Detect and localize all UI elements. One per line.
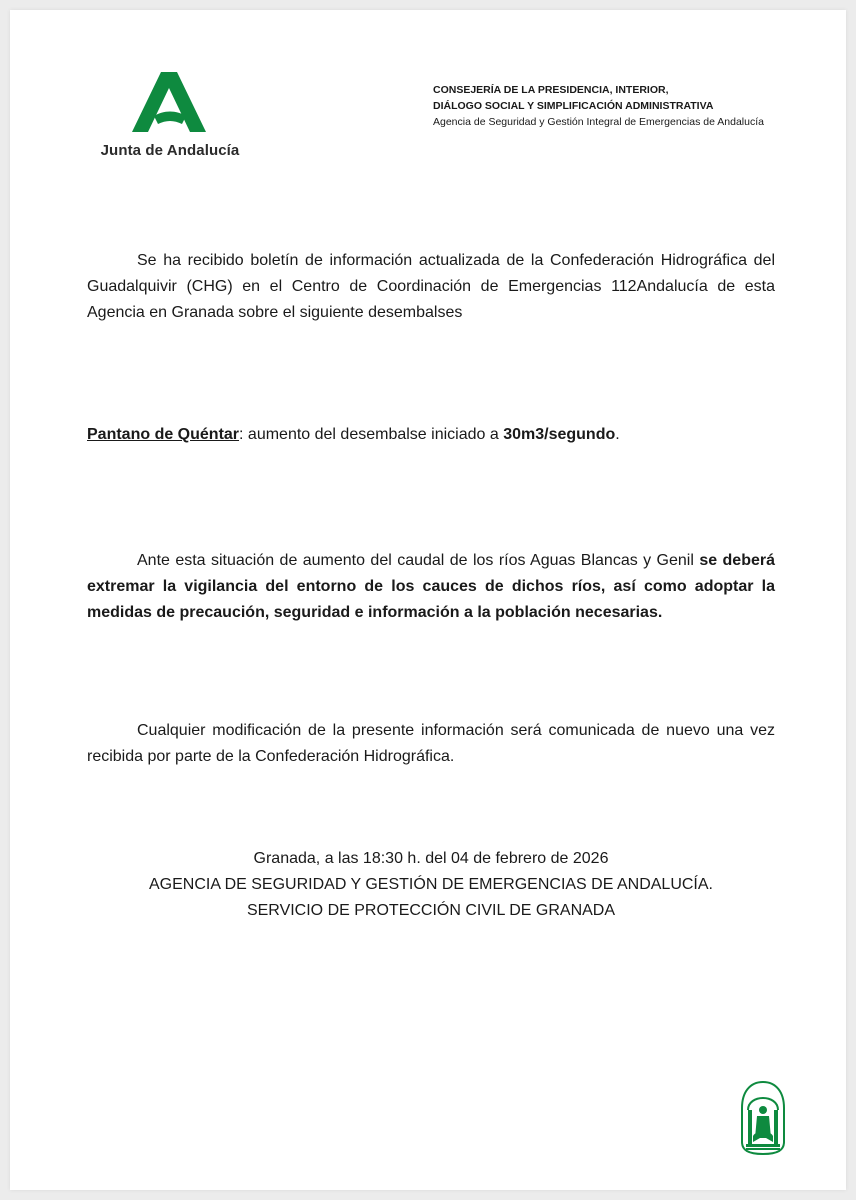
reservoir-text: : aumento del desembalse iniciado a — [239, 426, 504, 443]
signature-agency: AGENCIA DE SEGURIDAD Y GESTIÓN DE EMERGENCIAS DE ANDALUCÍA. — [149, 876, 713, 893]
department-line-1: CONSEJERÍA DE LA PRESIDENCIA, INTERIOR, — [433, 84, 669, 96]
signature-service: SERVICIO DE PROTECCIÓN CIVIL DE GRANADA — [246, 902, 616, 919]
junta-andalucia-logo — [90, 72, 250, 172]
department-header — [433, 82, 833, 130]
situation-paragraph — [87, 548, 775, 626]
andalucia-coat-of-arms-icon — [738, 1080, 788, 1156]
situation-text: Ante esta situación de aumento del caudal de los ríos Aguas Blancas y Genil — [137, 552, 700, 569]
intro-text: Se ha recibido boletín de información actualizada de la Confederación Hidrográfica del Guadalquivir (CHG) en el Centro de Coordinación de Emergencias 112Andalucía de esta Agencia en Granada sobre el siguiente desembalses — [87, 252, 775, 321]
intro-paragraph — [87, 248, 775, 326]
closing-paragraph — [87, 718, 775, 770]
reservoir-period: . — [615, 426, 620, 443]
reservoir-paragraph — [87, 422, 775, 448]
agency-line: Agencia de Seguridad y Gestión Integral de Emergencias de Andalucía — [433, 116, 764, 128]
signature-block — [87, 846, 775, 924]
logo-text: Junta de Andalucía — [100, 142, 240, 159]
document-page — [10, 10, 846, 1190]
reservoir-name: Pantano de Quéntar — [87, 426, 240, 443]
junta-andalucia-a-icon — [132, 72, 206, 132]
department-line-2: DIÁLOGO SOCIAL Y SIMPLIFICACIÓN ADMINISTRATIVA — [433, 100, 714, 112]
closing-text: Cualquier modificación de la presente información será comunicada de nuevo una vez recibida por parte de la Confederación Hidrográfica. — [87, 722, 775, 765]
flow-rate: 30m3/segundo — [503, 426, 616, 443]
situation-bold-text: se deberá extremar la vigilancia del entorno de los cauces de dichos ríos, así como adoptar la medidas de precaución, seguridad e información a la población necesarias. — [87, 552, 776, 621]
place-date: Granada, a las 18:30 h. del 04 de febrero de 2026 — [253, 850, 609, 867]
